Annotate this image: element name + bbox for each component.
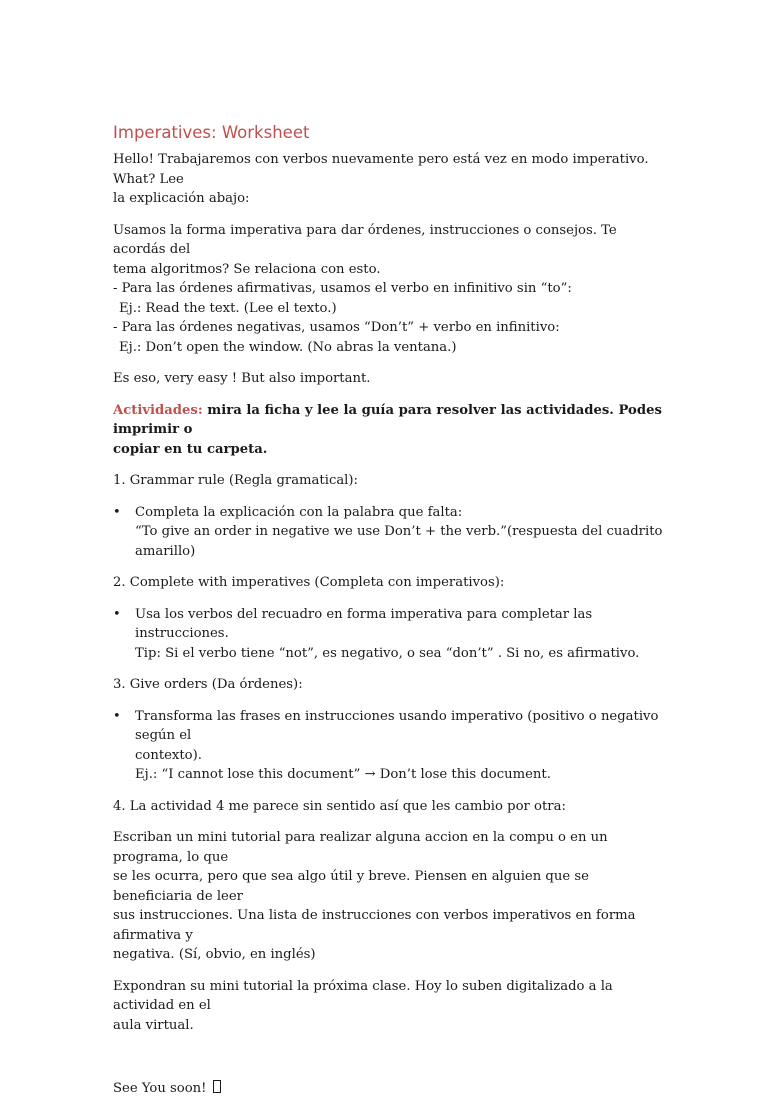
item-2-heading: 2. Complete with imperatives (Completa con imperativos): xyxy=(113,575,505,590)
bullet-text: Usa los verbos del recuadro en forma imperativa para completar las instrucciones. xyxy=(135,606,593,641)
bullet-icon: • xyxy=(113,708,121,724)
tutorial-line: Escriban un mini tutorial para realizar alguna accion en la compu o en un programa, lo que xyxy=(113,830,608,865)
bullet-text: Transforma las frases en instrucciones usando imperativo (positivo o negativo según el xyxy=(135,708,659,743)
intro-line: la explicación abajo: xyxy=(113,191,250,206)
intro-line: Hello! Trabajaremos con verbos nuevamente pero está vez en modo imperativo. What? Lee xyxy=(113,152,649,187)
item-3-list xyxy=(113,707,663,785)
explanation-paragraph xyxy=(113,221,663,358)
bullet-text: Ej.: “I cannot lose this document” → Don’t lose this document. xyxy=(135,767,551,782)
presentation-paragraph xyxy=(113,977,663,1036)
bullet-icon: • xyxy=(113,606,121,622)
tutorial-line: se les ocurra, pero que sea algo útil y breve. Piensen en alguien que se beneficiaria de leer xyxy=(113,869,589,904)
missing-glyph-icon xyxy=(213,1080,221,1093)
closing-text: See You soon! xyxy=(113,1081,207,1096)
page-title: Imperatives: Worksheet xyxy=(113,123,310,142)
intro-paragraph xyxy=(113,150,663,209)
list-item xyxy=(113,605,663,664)
bullet-text: Completa la explicación con la palabra que falta: xyxy=(135,504,463,520)
bullet-text: Tip: Si el verbo tiene “not”, es negativo, o sea “don’t” . Si no, es afirmativo. xyxy=(135,645,640,661)
activities-paragraph xyxy=(113,401,663,460)
item-1-list xyxy=(113,503,663,562)
spacer xyxy=(113,1047,663,1079)
tutorial-line: negativa. (Sí, obvio, en inglés) xyxy=(113,947,316,962)
activities-text: mira la ficha y lee la guía para resolver las actividades. Podes imprimir o xyxy=(113,402,662,437)
tutorial-paragraph xyxy=(113,828,663,965)
item-1-heading: 1. Grammar rule (Regla gramatical): xyxy=(113,473,358,488)
list-item xyxy=(113,707,663,785)
bullet-text: “To give an order in negative we use Don’t + the verb.”(respuesta del cuadrito amarillo) xyxy=(135,524,663,559)
negative-rule: - Para las órdenes negativas, usamos “Don’t” + verbo en infinitivo: xyxy=(113,320,560,335)
worksheet-page xyxy=(113,122,663,1111)
presentation-line: Expondran su mini tutorial la próxima clase. Hoy lo suben digitalizado a la actividad en el xyxy=(113,978,613,1013)
activities-text: copiar en tu carpeta. xyxy=(113,441,268,457)
item-4-heading: 4. La actividad 4 me parece sin sentido así que les cambio por otra: xyxy=(113,798,566,814)
explanation-line: tema algoritmos? Se relaciona con esto. xyxy=(113,261,381,277)
list-item xyxy=(113,503,663,562)
easy-paragraph: Es eso, very easy ! But also important. xyxy=(113,371,371,386)
affirmative-rule: - Para las órdenes afirmativas, usamos el verbo en infinitivo sin “to”: xyxy=(113,281,572,296)
item-2-list xyxy=(113,605,663,664)
bullet-icon: • xyxy=(113,504,121,520)
activities-label: Actividades: xyxy=(113,402,203,418)
bullet-text: contexto). xyxy=(135,747,202,763)
explanation-line: Usamos la forma imperativa para dar órdenes, instrucciones o consejos. Te acordás del xyxy=(113,222,617,257)
presentation-line: aula virtual. xyxy=(113,1017,194,1033)
affirmative-example: Ej.: Read the text. (Lee el texto.) xyxy=(119,300,337,316)
tutorial-line: sus instrucciones. Una lista de instrucciones con verbos imperativos en forma afirmativa y xyxy=(113,908,636,943)
negative-example: Ej.: Don’t open the window. (No abras la ventana.) xyxy=(119,339,457,355)
closing-line xyxy=(113,1079,663,1099)
item-3-heading: 3. Give orders (Da órdenes): xyxy=(113,677,303,692)
